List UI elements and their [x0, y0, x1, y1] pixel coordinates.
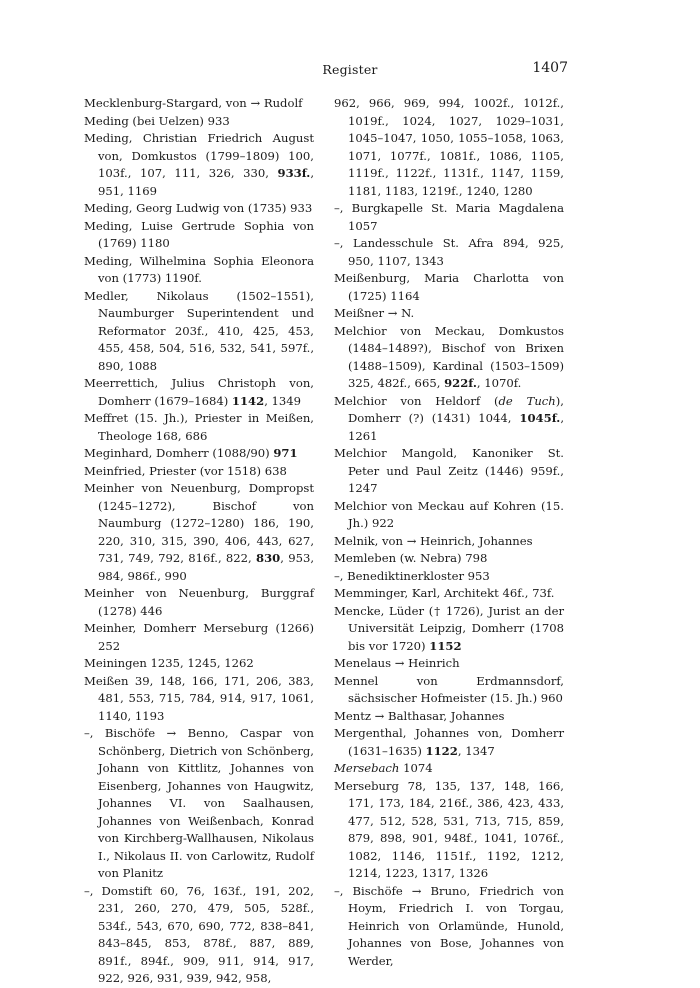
index-entry: Meding, Luise Gertrude Sophia von (1769) 1180: [84, 218, 314, 250]
index-entry: –, Burgkapelle St. Maria Magdalena 1057: [334, 201, 564, 233]
index-entry: Memminger, Karl, Architekt 46f., 73f.: [334, 586, 555, 600]
index-entry: –, Bischöfe → Benno, Caspar von Schönberg, Dietrich von Schönberg, Johann von Kittlitz, Johannes von Eisenberg, Johannes von Haugwitz, Johannes VI. von Saalhausen, Johannes von Weißenbach, Konrad von Kirchberg-Wallhausen, Nikolaus I., Nikolaus II. von Carlowitz, Rudolf von Planitz: [84, 726, 314, 880]
index-entry: Merseburg 78, 135, 137, 148, 166, 171, 173, 184, 216f., 386, 423, 433, 477, 512, 528, 531, 713, 715, 859, 879, 898, 901, 948f., 1041, 1076f., 1082, 1146, 1151f., 1192, 1212, 1214, 1223, 1317, 1326: [334, 778, 564, 880]
index-entry: Mecklenburg-Stargard, von → Rudolf: [84, 96, 303, 110]
index-entry: –, Domstift 60, 76, 163f., 191, 202, 231, 260, 270, 479, 505, 528f., 534f., 543, 670, 690, 772, 838–841, 843–845, 853, 878f., 887, 889, 891f., 894f., 909, 911, 914, 917, 922, 926, 931, 939, 942, 958,: [84, 883, 314, 985]
index-entry: Melchior von Meckau, Domkustos (1484–1489?), Bischof von Brixen (1488–1509), Kardinal (1503–1509) 325, 482f., 665, 922f., 1070f.: [334, 323, 564, 390]
index-entry: Meißen 39, 148, 166, 171, 206, 383, 481, 553, 715, 784, 914, 917, 1061, 1140, 1193: [84, 673, 314, 723]
left-column: [84, 95, 314, 988]
running-title: Register: [322, 62, 378, 77]
index-entry: Mennel von Erdmannsdorf, sächsischer Hofmeister (15. Jh.) 960: [334, 673, 564, 705]
index-entry: Mentz → Balthasar, Johannes: [334, 708, 505, 723]
index-entry: Meding, Wilhelmina Sophia Eleonora von (1773) 1190f.: [84, 253, 314, 285]
index-entry: 962, 966, 969, 994, 1002f., 1012f., 1019f., 1024, 1027, 1029–1031, 1045–1047, 1050, 1055–1058, 1063, 1071, 1077f., 1081f., 1086, 1105, 1119f., 1122f., 1131f., 1147, 1159, 1181, 1183, 1219f., 1240, 1280: [334, 96, 564, 198]
index-entry: Mencke, Lüder († 1726), Jurist an der Universität Leipzig, Domherr (1708 bis vor 1720) 1152: [334, 603, 564, 653]
index-entry: Meinher von Neuenburg, Burggraf (1278) 446: [84, 586, 314, 618]
index-entry: Meginhard, Domherr (1088/90) 971: [84, 446, 298, 460]
index-entry: Medler, Nikolaus (1502–1551), Naumburger Superintendent und Reformator 203f., 410, 425, 453, 455, 458, 504, 516, 532, 541, 597f., 890, 1088: [84, 288, 314, 373]
index-entry: –, Bischöfe → Bruno, Friedrich von Hoym, Friedrich I. von Torgau, Heinrich von Orlamünde, Hunold, Johannes von Bose, Johannes von Werder,: [334, 883, 564, 968]
index-entry: Meding, Christian Friedrich August von, Domkustos (1799–1809) 100, 103f., 107, 111, 326, 330, 933f., 951, 1169: [84, 131, 314, 198]
index-entry: Menelaus → Heinrich: [334, 656, 460, 670]
index-entry: –, Benediktinerkloster 953: [334, 568, 490, 583]
index-entry: Meding, Georg Ludwig von (1735) 933: [84, 201, 313, 215]
index-entry: Mersebach 1074: [334, 761, 433, 775]
index-entry: Melchior Mangold, Kanoniker St. Peter und Paul Zeitz (1446) 959f., 1247: [334, 446, 564, 495]
index-entry: –, Landesschule St. Afra 894, 925, 950, 1107, 1343: [334, 236, 564, 268]
index-entry: Melnik, von → Heinrich, Johannes: [334, 533, 533, 548]
index-entry: Memleben (w. Nebra) 798: [334, 551, 488, 565]
index-entry: Meinher von Neuenburg, Dompropst (1245–1272), Bischof von Naumburg (1272–1280) 186, 190, 220, 310, 315, 390, 406, 443, 627, 731, 749, 792, 816f., 822, 830, 953, 984, 986f., 990: [84, 481, 315, 583]
index-entry: Meffret (15. Jh.), Priester in Meißen, Theologe 168, 686: [84, 411, 314, 443]
index-entry: Meding (bei Uelzen) 933: [84, 113, 230, 128]
right-column: [334, 95, 564, 970]
index-entry: Meißner → N.: [334, 306, 415, 320]
index-entry: Mergenthal, Johannes von, Domherr (1631–1635) 1122, 1347: [334, 726, 564, 758]
index-entry: Meißenburg, Maria Charlotta von (1725) 1164: [334, 271, 564, 303]
index-entry: Meinher, Domherr Merseburg (1266) 252: [84, 621, 314, 653]
index-entry: Melchior von Heldorf (de Tuch), Domherr (?) (1431) 1044, 1045f., 1261: [334, 393, 564, 443]
page-number: 1407: [532, 60, 568, 76]
index-entry: Meinfried, Priester (vor 1518) 638: [84, 463, 287, 478]
index-entry: Melchior von Meckau auf Kohren (15. Jh.) 922: [334, 498, 564, 530]
index-entry: Meerrettich, Julius Christoph von, Domherr (1679–1684) 1142, 1349: [84, 376, 314, 408]
index-entry: Meiningen 1235, 1245, 1262: [84, 656, 254, 670]
